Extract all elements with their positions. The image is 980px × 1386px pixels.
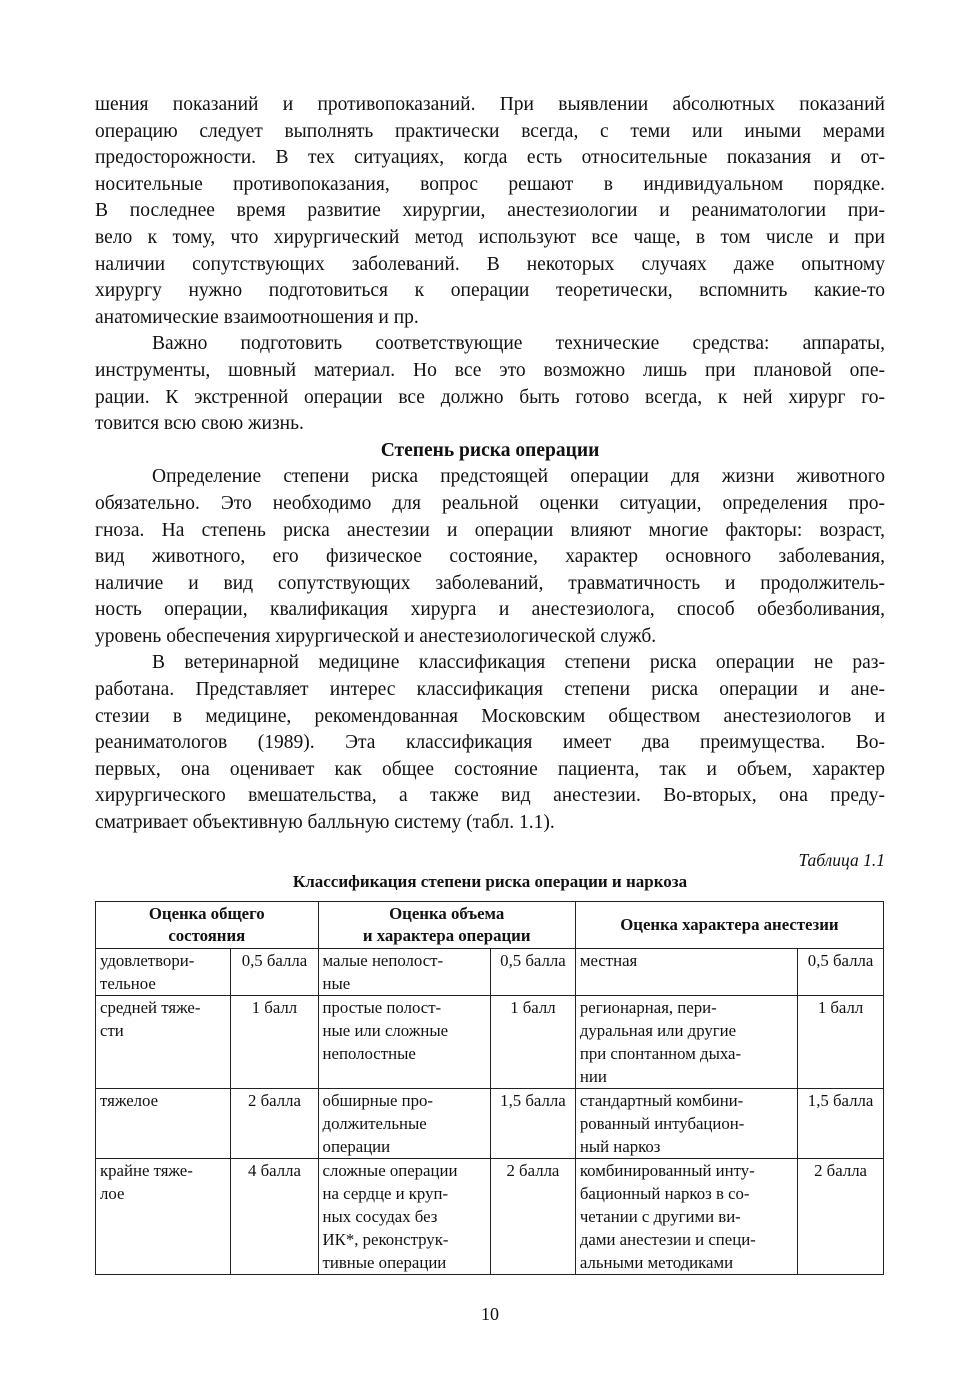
- page-body: [95, 92, 885, 1275]
- table-row: [96, 1158, 884, 1274]
- text-line: шения показаний и противопоказаний. При выявлении абсолютных показаний: [95, 94, 885, 115]
- text-line: Важно подготовить соответствующие технические средства: аппараты,: [152, 333, 885, 355]
- paragraph: [95, 650, 885, 836]
- table-row: [96, 948, 884, 995]
- text-line: В последнее время развитие хирургии, анестезиологии и реаниматологии при-: [95, 200, 885, 222]
- score-cell: 1 балл: [491, 995, 576, 1088]
- description-cell: крайне тяже- лое: [96, 1158, 231, 1274]
- table-row: [96, 1088, 884, 1158]
- header-anesthesia: Оценка характера анестезии: [575, 901, 883, 948]
- text-block-top: [95, 92, 885, 438]
- score-cell: 4 балла: [231, 1158, 318, 1274]
- score-cell: 0,5 балла: [231, 948, 318, 995]
- text-line: рации. К экстренной операции все должно быть готово всегда, к ней хирург го-: [95, 386, 885, 408]
- text-line: гноза. На степень риска анестезии и операции влияют многие факторы: возраст,: [95, 519, 885, 541]
- text-line: предосторожности. В тех ситуациях, когда есть относительные показания и от-: [95, 147, 885, 169]
- description-cell: тяжелое: [96, 1088, 231, 1158]
- description-cell: малые неполост- ные: [318, 948, 490, 995]
- score-cell: 1,5 балла: [491, 1088, 576, 1158]
- score-cell: 2 балла: [231, 1088, 318, 1158]
- text-line: ность операции, квалификация хирурга и анестезиолога, способ обезболивания,: [95, 599, 885, 621]
- description-cell: регионарная, пери- дуральная или другие при спонтанном дыха- нии: [575, 995, 797, 1088]
- score-cell: 1 балл: [798, 995, 884, 1088]
- text-line: хирургу нужно подготовиться к операции теоретически, вспомнить какие-то: [95, 280, 885, 302]
- paragraph: [95, 331, 885, 437]
- header-general-state: Оценка общего состояния: [96, 901, 319, 948]
- paragraph: [95, 92, 885, 331]
- text-line: операцию следует выполнять практически всегда, с теми или иными мерами: [95, 120, 885, 142]
- table-title: Классификация степени риска операции и наркоза: [292, 871, 688, 891]
- page-number: 10: [481, 1304, 499, 1324]
- text-line: сматривает объективную балльную систему (табл. 1.1).: [95, 812, 555, 834]
- text-line: Определение степени риска предстоящей операции для жизни животного: [152, 466, 885, 488]
- section-heading: Степень риска операции: [380, 439, 600, 461]
- description-cell: удовлетвори- тельное: [96, 948, 231, 995]
- text-line: обязательно. Это необходимо для реальной оценки ситуации, определения про-: [95, 492, 885, 514]
- description-cell: стандартный комбини- рованный интубацион- ный наркоз: [575, 1088, 797, 1158]
- description-cell: комбинированный инту- бационный наркоз в со- четании с другими ви- дами анестезии и специ- альными методиками: [575, 1158, 797, 1274]
- score-cell: 0,5 балла: [491, 948, 576, 995]
- table-header-row: [96, 901, 884, 948]
- description-cell: простые полост- ные или сложные неполостные: [318, 995, 490, 1088]
- score-cell: 0,5 балла: [798, 948, 884, 995]
- score-cell: 1,5 балла: [798, 1088, 884, 1158]
- text-line: анатомические взаимоотношения и пр.: [95, 306, 419, 328]
- text-block-bottom: [95, 464, 885, 836]
- description-cell: обширные про- должительные операции: [318, 1088, 490, 1158]
- text-line: носительные противопоказания, вопрос решают в индивидуальном порядке.: [95, 173, 885, 195]
- text-line: уровень обеспечения хирургической и анестезиологической служб.: [95, 625, 657, 647]
- score-cell: 1 балл: [231, 995, 318, 1088]
- table-row: [96, 995, 884, 1088]
- text-line: наличие и вид сопутствующих заболеваний, травматичность и продолжитель-: [95, 572, 885, 594]
- text-line: вело к тому, что хирургический метод используют все чаще, в том числе и при: [95, 226, 885, 248]
- text-line: хирургического вмешательства, а также вид анестезии. Во-вторых, она преду-: [95, 785, 885, 807]
- header-operation-volume: Оценка объема и характера операции: [318, 901, 575, 948]
- text-line: товится всю свою жизнь.: [95, 413, 304, 435]
- text-line: вид животного, его физическое состояние, характер основного заболевания,: [95, 546, 885, 568]
- score-cell: 2 балла: [798, 1158, 884, 1274]
- text-line: первых, она оценивает как общее состояние пациента, так и объем, характер: [95, 758, 885, 780]
- text-line: В ветеринарной медицине классификация степени риска операции не раз-: [152, 652, 885, 674]
- score-cell: 2 балла: [491, 1158, 576, 1274]
- text-line: инструменты, шовный материал. Но все это возможно лишь при плановой опе-: [95, 359, 885, 381]
- description-cell: местная: [575, 948, 797, 995]
- table-caption: Таблица 1.1: [798, 849, 885, 870]
- paragraph: [95, 464, 885, 650]
- text-line: стезии в медицине, рекомендованная Московским обществом анестезиологов и: [95, 705, 885, 727]
- description-cell: сложные операции на сердце и круп- ных сосудах без ИК*, реконструк- тивные операции: [318, 1158, 490, 1274]
- risk-classification-table: [95, 901, 884, 1275]
- text-line: реаниматологов (1989). Эта классификация имеет два преимущества. Во-: [95, 732, 885, 754]
- text-line: работана. Представляет интерес классификация степени риска операции и ане-: [95, 679, 885, 701]
- text-line: наличии сопутствующих заболеваний. В некоторых случаях даже опытному: [95, 253, 885, 275]
- description-cell: средней тяже- сти: [96, 995, 231, 1088]
